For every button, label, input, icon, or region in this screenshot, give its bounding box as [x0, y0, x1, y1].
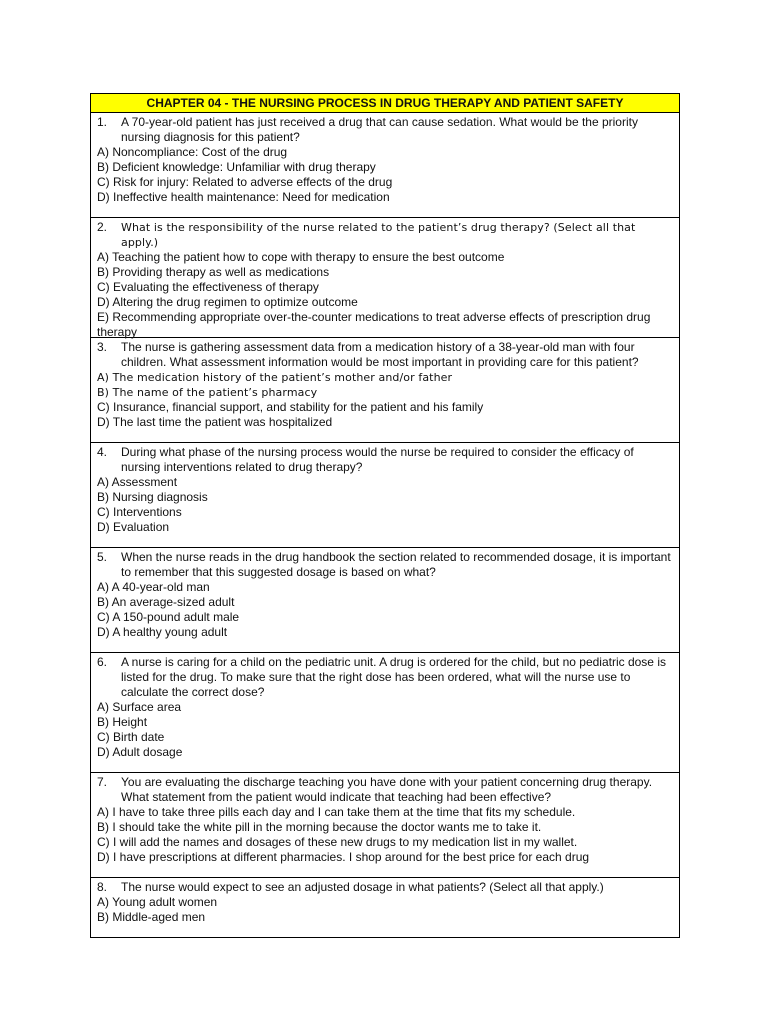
question-cell — [91, 548, 679, 653]
answer-option: A) Teaching the patient how to cope with therapy to ensure the best outcome — [97, 250, 505, 264]
answer-option: A) Young adult women — [97, 895, 218, 909]
question-stem — [97, 550, 673, 580]
answer-option: B) Nursing diagnosis — [97, 490, 208, 504]
question-text: A nurse is caring for a child on the pediatric unit. A drug is ordered for the child, but no pediatric dose is listed for the drug. To make sure that the right dose has been ordered, what will the nurse use to calculate the correct dose? — [121, 655, 666, 699]
answer-option: B) An average-sized adult — [97, 595, 235, 609]
question-cell — [91, 653, 679, 773]
answer-option: C) A 150-pound adult male — [97, 610, 240, 624]
answer-option: A) A 40-year-old man — [97, 580, 210, 594]
answer-option: C) Risk for injury: Related to adverse effects of the drug — [97, 175, 393, 189]
answer-option: B) Middle-aged men — [97, 910, 206, 924]
answer-option: C) Birth date — [97, 730, 165, 744]
answer-option: E) Recommending appropriate over-the-counter medications to treat adverse effects of prescription drug therapy — [97, 310, 651, 339]
question-text: The nurse would expect to see an adjusted dosage in what patients? (Select all that apply.) — [121, 880, 604, 894]
answer-option: B) The name of the patient’s pharmacy — [97, 386, 318, 399]
question-cell — [91, 113, 679, 218]
question-text: When the nurse reads in the drug handbook the section related to recommended dosage, it is important to remember that this suggested dosage is based on what? — [121, 550, 671, 579]
question-stem — [97, 880, 673, 895]
answer-option: D) The last time the patient was hospitalized — [97, 415, 333, 429]
question-cell — [91, 338, 679, 443]
answer-option: A) Noncompliance: Cost of the drug — [97, 145, 288, 159]
question-stem — [97, 340, 673, 370]
answer-option: D) Evaluation — [97, 520, 170, 534]
answer-option: C) Interventions — [97, 505, 182, 519]
answer-option: A) I have to take three pills each day and I can take them at the time that fits my schedule. — [97, 805, 576, 819]
answer-option: C) Insurance, financial support, and stability for the patient and his family — [97, 400, 484, 414]
question-text: The nurse is gathering assessment data from a medication history of a 38-year-old man with four children. What assessment information would be most important in providing care for this patient? — [121, 340, 639, 369]
question-number: 4. — [97, 445, 108, 459]
question-number: 6. — [97, 655, 108, 669]
question-text: What is the responsibility of the nurse related to the patient’s drug therapy? (Select all that apply.) — [121, 221, 636, 249]
question-cell — [91, 878, 679, 938]
answer-option: B) Height — [97, 715, 148, 729]
question-number: 5. — [97, 550, 108, 564]
question-table — [90, 93, 680, 938]
answer-option: D) I have prescriptions at different pharmacies. I shop around for the best price for each drug — [97, 850, 590, 864]
question-stem — [97, 220, 673, 250]
answer-option: B) Providing therapy as well as medications — [97, 265, 330, 279]
answer-option: B) I should take the white pill in the morning because the doctor wants me to take it. — [97, 820, 542, 834]
question-number: 3. — [97, 340, 108, 354]
question-number: 7. — [97, 775, 108, 789]
chapter-title: CHAPTER 04 - THE NURSING PROCESS IN DRUG THERAPY AND PATIENT SAFETY — [91, 94, 679, 113]
question-cell — [91, 773, 679, 878]
question-number: 2. — [97, 220, 108, 234]
question-text: A 70-year-old patient has just received a drug that can cause sedation. What would be the priority nursing diagnosis for this patient? — [121, 115, 638, 144]
question-number: 1. — [97, 115, 108, 129]
answer-option: A) The medication history of the patient’s mother and/or father — [97, 371, 453, 384]
answer-option: A) Surface area — [97, 700, 182, 714]
answer-option: D) Altering the drug regimen to optimize outcome — [97, 295, 358, 309]
question-text: You are evaluating the discharge teaching you have done with your patient concerning drug therapy. What statement from the patient would indicate that teaching had been effective? — [121, 775, 653, 804]
answer-option: D) A healthy young adult — [97, 625, 228, 639]
question-stem — [97, 655, 673, 700]
answer-option: D) Adult dosage — [97, 745, 183, 759]
question-number: 8. — [97, 880, 108, 894]
answer-option: C) Evaluating the effectiveness of therapy — [97, 280, 319, 294]
answer-option: C) I will add the names and dosages of these new drugs to my medication list in my wallet. — [97, 835, 578, 849]
question-stem — [97, 115, 673, 145]
question-stem — [97, 775, 673, 805]
answer-option: B) Deficient knowledge: Unfamiliar with drug therapy — [97, 160, 376, 174]
question-cell — [91, 443, 679, 548]
answer-option: A) Assessment — [97, 475, 178, 489]
answer-option: D) Ineffective health maintenance: Need for medication — [97, 190, 390, 204]
question-cell — [91, 218, 679, 338]
question-text: During what phase of the nursing process would the nurse be required to consider the efficacy of nursing interventions related to drug therapy? — [121, 445, 634, 474]
question-stem — [97, 445, 673, 475]
